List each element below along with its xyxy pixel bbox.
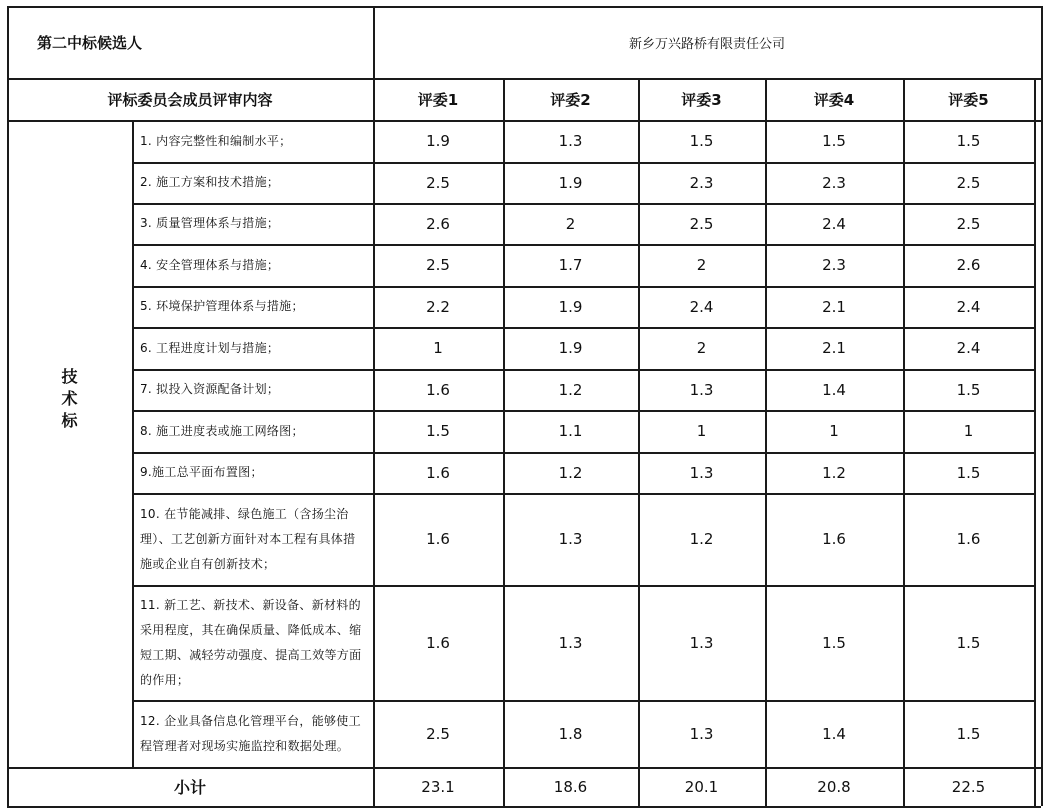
- criterion-line: 短工期、减轻劳动强度、提高工效等方面: [140, 647, 362, 662]
- score-cell: 1.5: [956, 463, 981, 482]
- score-cell: 1.4: [822, 380, 846, 399]
- score-cell: 1.3: [689, 380, 714, 399]
- score-cell: 1: [963, 422, 974, 440]
- subtotal-score: 20.1: [684, 777, 719, 796]
- score-cell: 1: [829, 422, 839, 440]
- score-cell: 1.2: [558, 380, 583, 399]
- criterion-line: 施或企业自有创新技术；: [140, 556, 276, 571]
- score-cell: 2.4: [822, 214, 846, 233]
- score-cell: 2.6: [956, 256, 981, 274]
- score-cell: 1.8: [558, 724, 583, 743]
- score-cell: 2: [565, 214, 576, 233]
- score-cell: 1.6: [956, 530, 981, 548]
- score-cell: 2.6: [426, 214, 450, 233]
- criterion-line: 11. 新工艺、新技术、新设备、新材料的: [140, 597, 361, 612]
- criterion-12: [132, 700, 373, 767]
- score-cell: 1.7: [558, 256, 583, 274]
- score-cell: 1.5: [956, 633, 981, 652]
- criterion-4: 4. 安全管理体系与措施；: [140, 257, 280, 272]
- score-cell: 1.3: [558, 530, 583, 548]
- score-cell: 1.9: [558, 173, 583, 192]
- score-cell: 2.5: [426, 256, 450, 274]
- score-cell: 1.9: [558, 339, 583, 357]
- subtotal-score: 22.5: [951, 777, 986, 796]
- score-cell: 2.5: [956, 173, 981, 192]
- score-cell: 2.1: [822, 297, 846, 316]
- table-border-right: [1041, 6, 1043, 806]
- subtotal-score: 23.1: [421, 777, 455, 796]
- score-cell: 2.5: [689, 214, 714, 233]
- judge-header-4: 评委4: [813, 90, 855, 109]
- criterion-3: 3. 质量管理体系与措施；: [140, 216, 280, 230]
- score-cell: 1.2: [689, 530, 714, 548]
- score-cell: 2.5: [426, 724, 450, 743]
- criterion-11: [132, 585, 373, 700]
- score-cell: 1.3: [558, 132, 583, 150]
- content-header: 评标委员会成员评审内容: [107, 90, 273, 109]
- judge-header-3: 评委3: [681, 90, 722, 109]
- score-cell: 2.4: [956, 297, 981, 316]
- score-cell: 1.6: [426, 463, 450, 482]
- score-cell: 1.2: [558, 463, 583, 482]
- category-technical: [7, 120, 132, 767]
- score-cell: 1.3: [558, 633, 583, 652]
- subtotal-score: 20.8: [817, 777, 851, 796]
- subtotal-label: 小计: [173, 778, 206, 797]
- subtotal-score: 18.6: [553, 777, 588, 796]
- criterion-10: [132, 493, 373, 585]
- score-cell: 1.9: [558, 297, 583, 316]
- score-cell: 2.2: [426, 297, 450, 316]
- score-cell: 1.5: [822, 132, 846, 150]
- candidate-company: 新乡万兴路桥有限责任公司: [628, 36, 785, 52]
- score-cell: 1.5: [689, 132, 714, 150]
- score-cell: 1.3: [689, 724, 714, 743]
- score-cell: 2.4: [689, 297, 714, 316]
- score-cell: 1.3: [689, 463, 714, 482]
- criterion-line: 10. 在节能减排、绿色施工（含扬尘治: [140, 506, 349, 521]
- score-cell: 1.2: [822, 463, 846, 482]
- score-cell: 1.1: [558, 422, 583, 440]
- criterion-line: 程管理者对现场实施监控和数据处理。: [140, 738, 350, 753]
- score-cell: 1.5: [956, 380, 981, 399]
- criterion-2: 2. 施工方案和技术措施；: [140, 175, 280, 189]
- score-cell: 2: [696, 339, 707, 357]
- score-cell: 2.3: [822, 173, 846, 192]
- score-cell: 1.9: [426, 132, 450, 150]
- criterion-8: 8. 施工进度表或施工网络图；: [140, 423, 304, 438]
- criterion-line: 的作用；: [140, 672, 190, 687]
- score-cell: 1.5: [956, 724, 981, 743]
- score-cell: 1.3: [689, 633, 714, 652]
- score-cell: 1: [433, 339, 443, 357]
- score-cell: 2.3: [822, 256, 846, 274]
- score-cell: 1.6: [426, 380, 450, 399]
- judge-header-2: 评委2: [550, 90, 591, 109]
- candidate-label: 第二中标候选人: [37, 33, 143, 52]
- judge-header-5: 评委5: [948, 90, 989, 109]
- criterion-9: 9.施工总平面布置图；: [140, 465, 263, 479]
- criterion-5: 5. 环境保护管理体系与措施；: [140, 299, 304, 313]
- score-cell: 1.6: [822, 530, 846, 548]
- score-cell: 1.4: [822, 724, 846, 743]
- score-cell: 2: [696, 256, 707, 274]
- column-divider: [1034, 78, 1036, 806]
- criterion-line: 12. 企业具备信息化管理平台，能够使工: [140, 713, 361, 728]
- score-cell: 1.6: [426, 633, 450, 652]
- score-cell: 1.5: [426, 422, 450, 440]
- score-cell: 2.1: [822, 339, 846, 357]
- criterion-7: 7. 拟投入资源配备计划；: [140, 382, 280, 396]
- criterion-line: 理）、工艺创新方面针对本工程有具体措: [140, 531, 356, 546]
- judge-header-1: 评委1: [417, 90, 459, 109]
- table-border-bottom: [7, 806, 1041, 808]
- score-cell: 2.4: [956, 339, 981, 357]
- score-cell: 2.5: [426, 173, 450, 192]
- criterion-1: 1. 内容完整性和编制水平；: [140, 133, 292, 148]
- score-cell: 1.5: [822, 633, 846, 652]
- category-char: 标: [61, 410, 78, 430]
- category-char: 术: [61, 388, 78, 408]
- score-cell: 1: [696, 422, 707, 440]
- criterion-6: 6. 工程进度计划与措施；: [140, 340, 280, 355]
- category-char: 技: [61, 366, 78, 386]
- criterion-line: 采用程度，其在确保质量、降低成本、缩: [140, 622, 362, 637]
- score-cell: 2.3: [689, 173, 714, 192]
- score-cell: 1.5: [956, 132, 981, 150]
- score-cell: 1.6: [426, 530, 450, 548]
- score-cell: 2.5: [956, 214, 981, 233]
